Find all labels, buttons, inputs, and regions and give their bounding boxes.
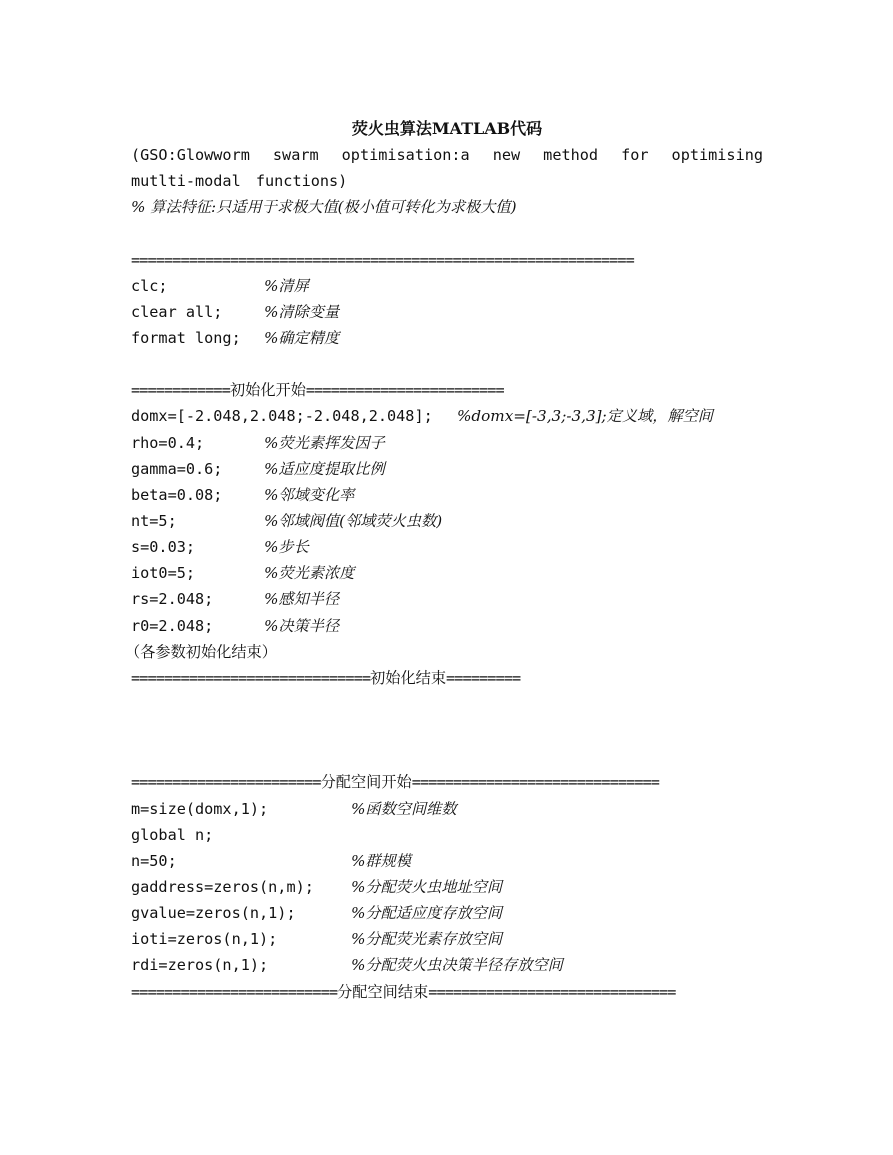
code-comment: %决策半径 <box>264 616 340 635</box>
rule-text: ============ <box>131 381 230 400</box>
rule-text: ========================= <box>131 982 338 1001</box>
code-text: clc; <box>131 276 168 295</box>
code-row-param <box>131 586 763 612</box>
rule-text: ============================================================= <box>131 250 634 269</box>
code-comment: %荧光素挥发因子 <box>264 433 385 452</box>
code-comment: %清屏 <box>264 276 309 295</box>
feature-comment: % 算法特征:只适用于求极大值(极小值可转化为求极大值) <box>131 198 517 217</box>
code-row-param <box>131 613 763 639</box>
code-text: m=size(domx,1); <box>131 799 269 818</box>
code-row-param <box>131 534 763 560</box>
rule-text: ============================= <box>131 668 371 687</box>
document-title: 荧火虫算法MATLAB代码 <box>351 119 543 138</box>
code-comment: %函数空间维数 <box>351 799 457 818</box>
code-text: s=0.03; <box>131 538 196 557</box>
code-comment: %分配荧火虫地址空间 <box>351 877 503 896</box>
rule-text: ============================== <box>428 982 676 1001</box>
blank-line <box>131 743 763 769</box>
init-start-separator <box>131 377 763 403</box>
code-text: nt=5; <box>131 512 177 530</box>
init-end-separator <box>131 665 763 691</box>
section-label: 初始化结束 <box>370 668 447 687</box>
code-comment: %感知半径 <box>264 590 340 609</box>
code-row-alloc <box>131 926 763 952</box>
code-row-format <box>131 325 763 351</box>
code-text: domx=[-2.048,2.048;-2.048,2.048]; <box>131 407 433 426</box>
code-text: ioti=zeros(n,1); <box>131 930 278 949</box>
code-comment: %确定精度 <box>264 329 340 348</box>
code-row-alloc <box>131 874 763 900</box>
code-row-param <box>131 560 763 586</box>
rule-text: ============================== <box>411 773 660 792</box>
code-row-alloc <box>131 900 763 926</box>
code-row-param <box>131 456 763 482</box>
section-label: 分配空间结束 <box>337 982 429 1001</box>
code-row-clc <box>131 273 763 299</box>
code-text: gvalue=zeros(n,1); <box>131 904 296 923</box>
code-text: rs=2.048; <box>131 590 214 609</box>
document-page <box>125 116 763 1005</box>
code-text: rdi=zeros(n,1); <box>131 956 269 975</box>
reference-text: (GSO:Glowworm swarm optimisation:a new method for optimising mutlti-modal functions) <box>131 146 763 191</box>
code-comment: %分配荧光素存放空间 <box>351 930 503 949</box>
alloc-end-separator <box>131 979 763 1005</box>
code-comment: %群规模 <box>351 851 411 870</box>
code-text: beta=0.08; <box>131 485 223 504</box>
code-comment: %分配荧火虫决策半径存放空间 <box>351 956 563 975</box>
code-comment: %荧光素浓度 <box>264 564 355 583</box>
code-text: gamma=0.6; <box>131 459 223 478</box>
code-comment: %domx=[-3,3;-3,3];定义域，解空间 <box>457 407 713 426</box>
section-label: 分配空间开始 <box>320 773 412 792</box>
code-comment: %分配适应度存放空间 <box>351 904 503 923</box>
code-text: n=50; <box>131 851 177 870</box>
code-comment: %邻域阀值(邻域荧火虫数) <box>264 512 443 530</box>
rule-text: ======================== <box>305 381 504 400</box>
blank-line <box>131 351 763 377</box>
code-text: gaddress=zeros(n,m); <box>131 877 314 896</box>
code-text: iot0=5; <box>131 564 196 583</box>
separator-rule <box>131 247 763 273</box>
rule-text: ======================= <box>131 773 321 792</box>
code-text: global n; <box>131 825 214 844</box>
code-row-param <box>131 508 763 534</box>
init-note: （各参数初始化结束） <box>125 642 277 661</box>
blank-line <box>131 691 763 743</box>
blank-line <box>131 220 763 246</box>
code-text: rho=0.4; <box>131 433 205 452</box>
code-row-param <box>131 430 763 456</box>
code-comment: %步长 <box>264 538 309 557</box>
code-comment: %适应度提取比例 <box>264 459 385 478</box>
code-text: clear all; <box>131 302 223 321</box>
code-comment: %清除变量 <box>264 302 340 321</box>
alloc-start-separator <box>131 769 763 795</box>
code-row-alloc <box>131 822 763 848</box>
code-text: format long; <box>131 329 241 348</box>
code-row-alloc <box>131 952 763 978</box>
code-comment: %邻域变化率 <box>264 485 355 504</box>
code-row-param <box>131 482 763 508</box>
rule-text: ========= <box>446 668 521 687</box>
code-row-alloc <box>131 848 763 874</box>
code-text: r0=2.048; <box>131 616 214 635</box>
code-row-domx <box>131 403 763 429</box>
code-row-clear <box>131 299 763 325</box>
section-label: 初始化开始 <box>229 381 306 400</box>
code-row-alloc <box>131 796 763 822</box>
